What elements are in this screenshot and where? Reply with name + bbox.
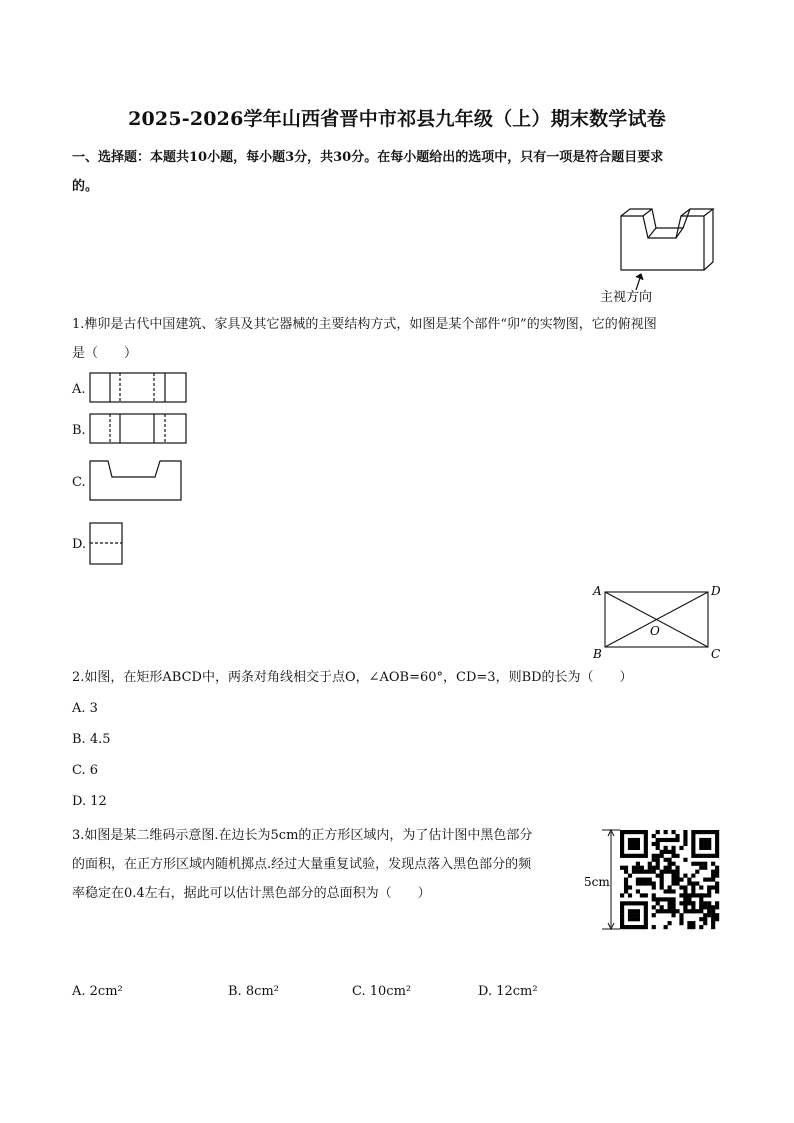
q2-label-d: D <box>711 584 721 598</box>
q3-side-length-label: 5cm <box>584 875 610 889</box>
q1-view-direction-label: 主视方向 <box>600 290 653 305</box>
q1-option-c-label: C. <box>72 475 86 490</box>
q2-label-b: B <box>593 647 602 661</box>
q1-option-a-figure <box>88 371 190 405</box>
qr-code-image <box>620 830 719 929</box>
q1-option-d-figure <box>88 521 126 567</box>
q2-option-c: C. 6 <box>72 763 99 778</box>
q1-line-2: 是（ ） <box>72 346 138 361</box>
q3-line-1: 3.如图是某二维码示意图.在边长为5cm的正方形区域内，为了估计图中黑色部分 <box>72 828 533 843</box>
page-title: 2025-2026学年山西省晋中市祁县九年级（上）期末数学试卷 <box>128 108 666 130</box>
q3-option-c: C. 10cm² <box>352 984 412 999</box>
q1-stem <box>72 310 732 368</box>
section-line-2: 的。 <box>72 179 99 194</box>
q3-stem <box>72 821 582 908</box>
q3-option-a: A. 2cm² <box>72 984 123 999</box>
q2-option-d: D. 12 <box>72 794 107 809</box>
q2-rectangle-figure <box>588 580 728 664</box>
q1-option-b-figure <box>88 412 190 446</box>
q1-option-b-label: B. <box>72 423 86 438</box>
q2-label-o: O <box>650 624 660 638</box>
q1-option-d-label: D. <box>72 537 87 552</box>
section-heading <box>72 143 732 201</box>
q1-option-c-figure <box>88 459 186 503</box>
q3-line-3: 率稳定在0.4左右，据此可以估计黑色部分的总面积为（ ） <box>72 886 431 901</box>
q1-option-a-label: A. <box>72 382 86 397</box>
q3-option-b: B. 8cm² <box>228 984 279 999</box>
q3-line-2: 的面积，在正方形区域内随机掷点.经过大量重复试验，发现点落入黑色部分的频 <box>72 857 532 872</box>
q3-qr-figure <box>584 826 724 934</box>
q2-option-a: A. 3 <box>72 701 98 716</box>
q2-option-b: B. 4.5 <box>72 732 111 747</box>
q2-stem: 2.如图，在矩形ABCD中，两条对角线相交于点O，∠AOB=60°，CD=3，则BD的长为（ ） <box>72 670 633 685</box>
q3-option-d: D. 12cm² <box>478 984 538 999</box>
q1-mortise-figure <box>596 200 736 306</box>
section-line-1: 一、选择题：本题共10小题，每小题3分，共30分。在每小题给出的选项中，只有一项是符合题目要求 <box>72 150 664 165</box>
q1-line-1: 1.榫卯是古代中国建筑、家具及其它器械的主要结构方式，如图是某个部件“卯”的实物图，它的俯视图 <box>72 317 657 332</box>
q2-label-c: C <box>711 647 721 661</box>
q2-label-a: A <box>593 584 602 598</box>
